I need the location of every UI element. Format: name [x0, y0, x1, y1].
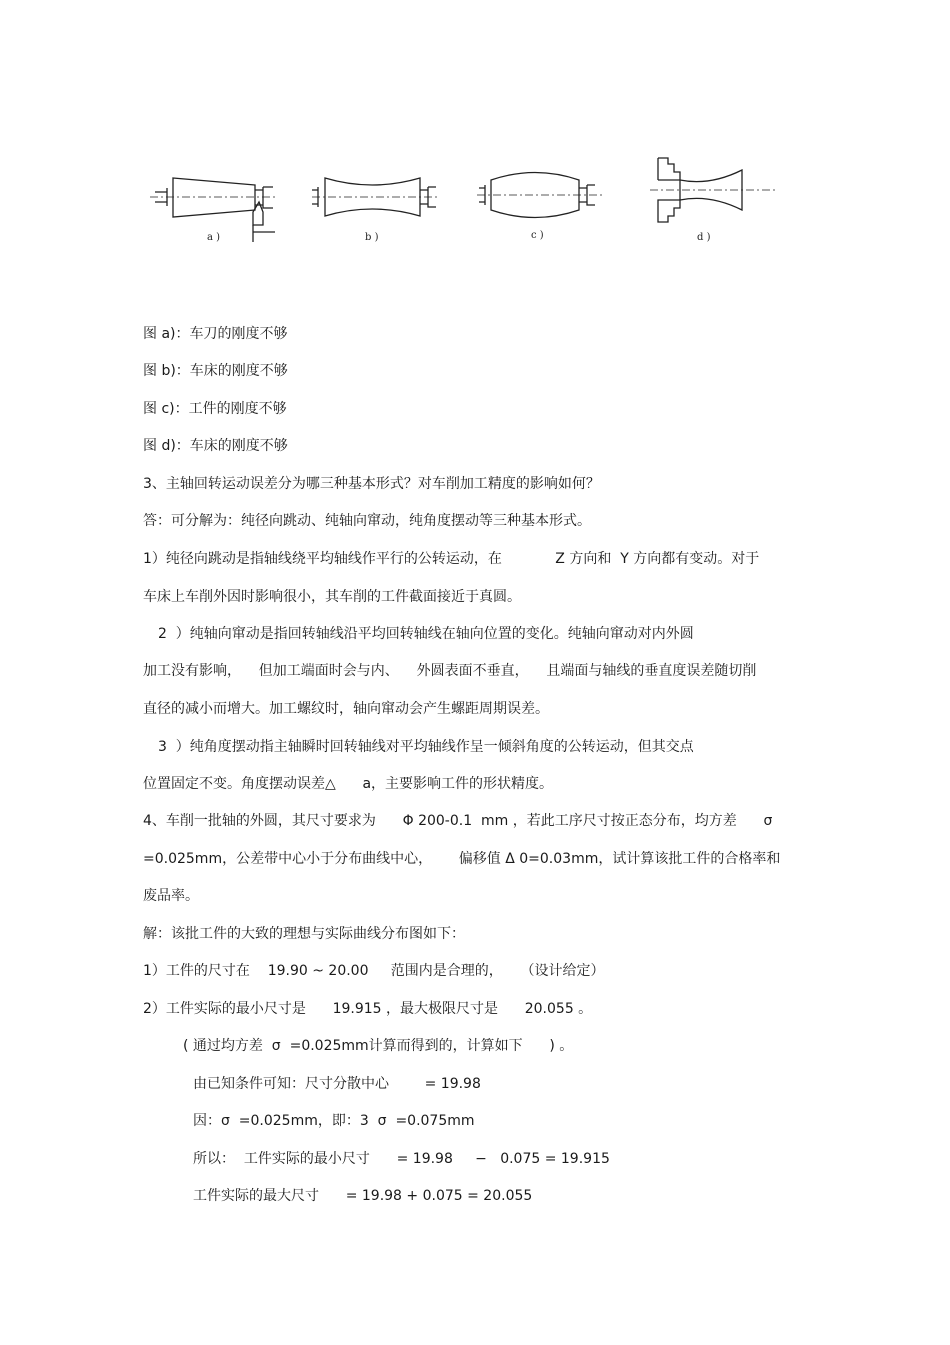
figure-d-caption: d )	[697, 232, 711, 243]
answer-figure-b: 图 b)：车床的刚度不够	[143, 363, 288, 379]
figure-c-caption: c )	[531, 230, 544, 241]
calc-min: 所以： 工件实际的最小尺寸 = 19.98 − 0.075 = 19.915	[193, 1151, 610, 1167]
answer-3-item-1: 1）纯径向跳动是指轴线绕平均轴线作平行的公转运动，在 Z 方向和 Y 方向都有变动。对于	[143, 551, 760, 567]
question-3: 3、主轴回转运动误差分为哪三种基本形式？对车削加工精度的影响如何？	[143, 476, 600, 492]
turning-error-figures	[145, 150, 780, 250]
answer-3-item-1-cont: 车床上车削外因时影响很小，其车削的工件截面接近于真圆。	[143, 589, 521, 605]
solution-item-2: 2）工件实际的最小尺寸是 19.915 ，最大极限尺寸是 20.055 。	[143, 1001, 593, 1017]
question-4-cont: =0.025mm，公差带中心小于分布曲线中心， 偏移值 Δ 0=0.03mm，试计算该批工件的合格率和	[143, 851, 781, 867]
figure-b-diagram	[310, 150, 440, 250]
answer-figure-a: 图 a)：车刀的刚度不够	[143, 326, 288, 342]
answer-3-intro: 答：可分解为：纯径向跳动、纯轴向窜动，纯角度摆动等三种基本形式。	[143, 513, 591, 529]
figure-d-diagram	[650, 150, 780, 250]
answer-3-item-2-cont2: 直径的减小而增大。加工螺纹时，轴向窜动会产生螺距周期误差。	[143, 701, 549, 717]
solution-intro: 解：该批工件的大致的理想与实际曲线分布图如下：	[143, 926, 465, 942]
solution-item-1: 1）工件的尺寸在 19.90 ~ 20.00 范围内是合理的， （设计给定）	[143, 963, 605, 979]
solution-note: ( 通过均方差 σ =0.025mm计算而得到的，计算如下 ) 。	[183, 1038, 574, 1054]
answer-figure-d: 图 d)：车床的刚度不够	[143, 438, 288, 454]
answer-3-item-3-cont: 位置固定不变。角度摆动误差△ a，主要影响工件的形状精度。	[143, 776, 554, 792]
answer-3-item-2: 2 ）纯轴向窜动是指回转轴线沿平均回转轴线在轴向位置的变化。纯轴向窜动对内外圆	[158, 626, 694, 642]
question-4: 4、车削一批轴的外圆，其尺寸要求为 Φ 200-0.1 mm ，若此工序尺寸按正态分布，均方差 σ	[143, 813, 773, 829]
calc-sigma: 因：σ =0.025mm，即：3 σ =0.075mm	[193, 1113, 475, 1129]
calc-max: 工件实际的最大尺寸 = 19.98 + 0.075 = 20.055	[193, 1188, 533, 1204]
figure-a-caption: a )	[207, 232, 221, 243]
figure-a-diagram	[145, 150, 280, 250]
answer-3-item-2-cont: 加工没有影响， 但加工端面时会与内、 外圆表面不垂直， 且端面与轴线的垂直度误差随切削	[143, 663, 757, 679]
figure-c-diagram	[475, 150, 605, 250]
answer-figure-c: 图 c)：工件的刚度不够	[143, 401, 287, 417]
question-4-cont2: 废品率。	[143, 888, 199, 904]
answer-3-item-3: 3 ）纯角度摆动指主轴瞬时回转轴线对平均轴线作呈一倾斜角度的公转运动，但其交点	[158, 739, 694, 755]
figure-b-caption: b )	[365, 232, 379, 243]
calc-center: 由已知条件可知：尺寸分散中心 = 19.98	[193, 1076, 481, 1092]
